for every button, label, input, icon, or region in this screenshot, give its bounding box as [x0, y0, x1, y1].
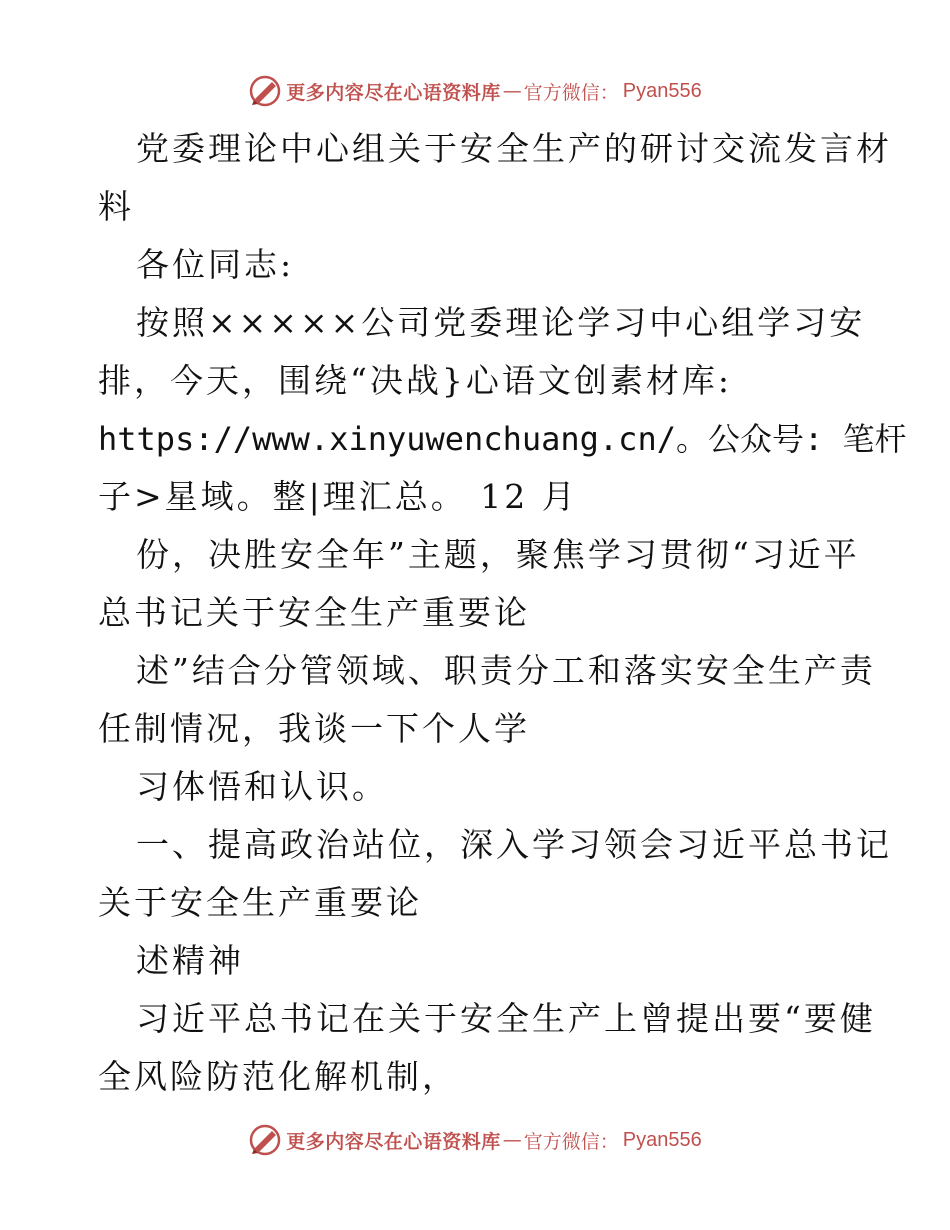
document-body: [98, 120, 907, 1106]
doc-title-line-2: 料: [98, 187, 134, 226]
paragraph-line: 份，决胜安全年”主题，聚焦学习贯彻“习近平: [136, 535, 860, 574]
paragraph-line: 习近平总书记在关于安全生产上曾提出要“要健: [136, 999, 876, 1038]
greeting: 各位同志:: [136, 245, 295, 284]
paragraph-line: 全风险防范化解机制，: [98, 1057, 458, 1096]
paragraph-line: 子>星域。整|理汇总。 12 月: [98, 477, 578, 516]
banner-dash: —: [502, 1129, 522, 1151]
section-heading-line-3: 述精神: [136, 941, 244, 980]
section-heading-line-2: 关于安全生产重要论: [98, 883, 422, 922]
banner-main-text: 更多内容尽在心语资料库: [286, 1130, 501, 1153]
section-heading-line-1: 一、提高政治站位，深入学习领会习近平总书记: [136, 825, 892, 864]
banner-wechat-id: Pyan556: [622, 1128, 702, 1151]
banner-wechat-id: Pyan556: [622, 79, 702, 102]
banner-dash: —: [502, 80, 522, 102]
paragraph-line: 任制情况，我谈一下个人学: [98, 709, 530, 748]
paragraph-line-url: https://www.xinyuwenchuang.cn/。公众号: 笔杆: [98, 420, 907, 458]
paragraph-line: 排，今天，围绕“决战}心语文创素材库:: [98, 361, 732, 400]
banner-contact-label: 官方微信：: [523, 1130, 619, 1153]
paragraph-line: 习体悟和认识。: [136, 767, 388, 806]
pen-logo-icon: [248, 1123, 282, 1157]
banner-main-text: 更多内容尽在心语资料库: [286, 81, 501, 104]
header-banner: [0, 71, 950, 111]
banner-contact-label: 官方微信：: [523, 81, 619, 104]
paragraph-line: 按照×××××公司党委理论学习中心组学习安: [136, 303, 866, 342]
footer-banner: [0, 1120, 950, 1160]
paragraph-line: 述”结合分管领域、职责分工和落实安全生产责: [136, 651, 876, 690]
doc-title-line-1: 党委理论中心组关于安全生产的研讨交流发言材: [136, 129, 892, 168]
pen-logo-icon: [248, 74, 282, 108]
paragraph-line: 总书记关于安全生产重要论: [98, 593, 530, 632]
